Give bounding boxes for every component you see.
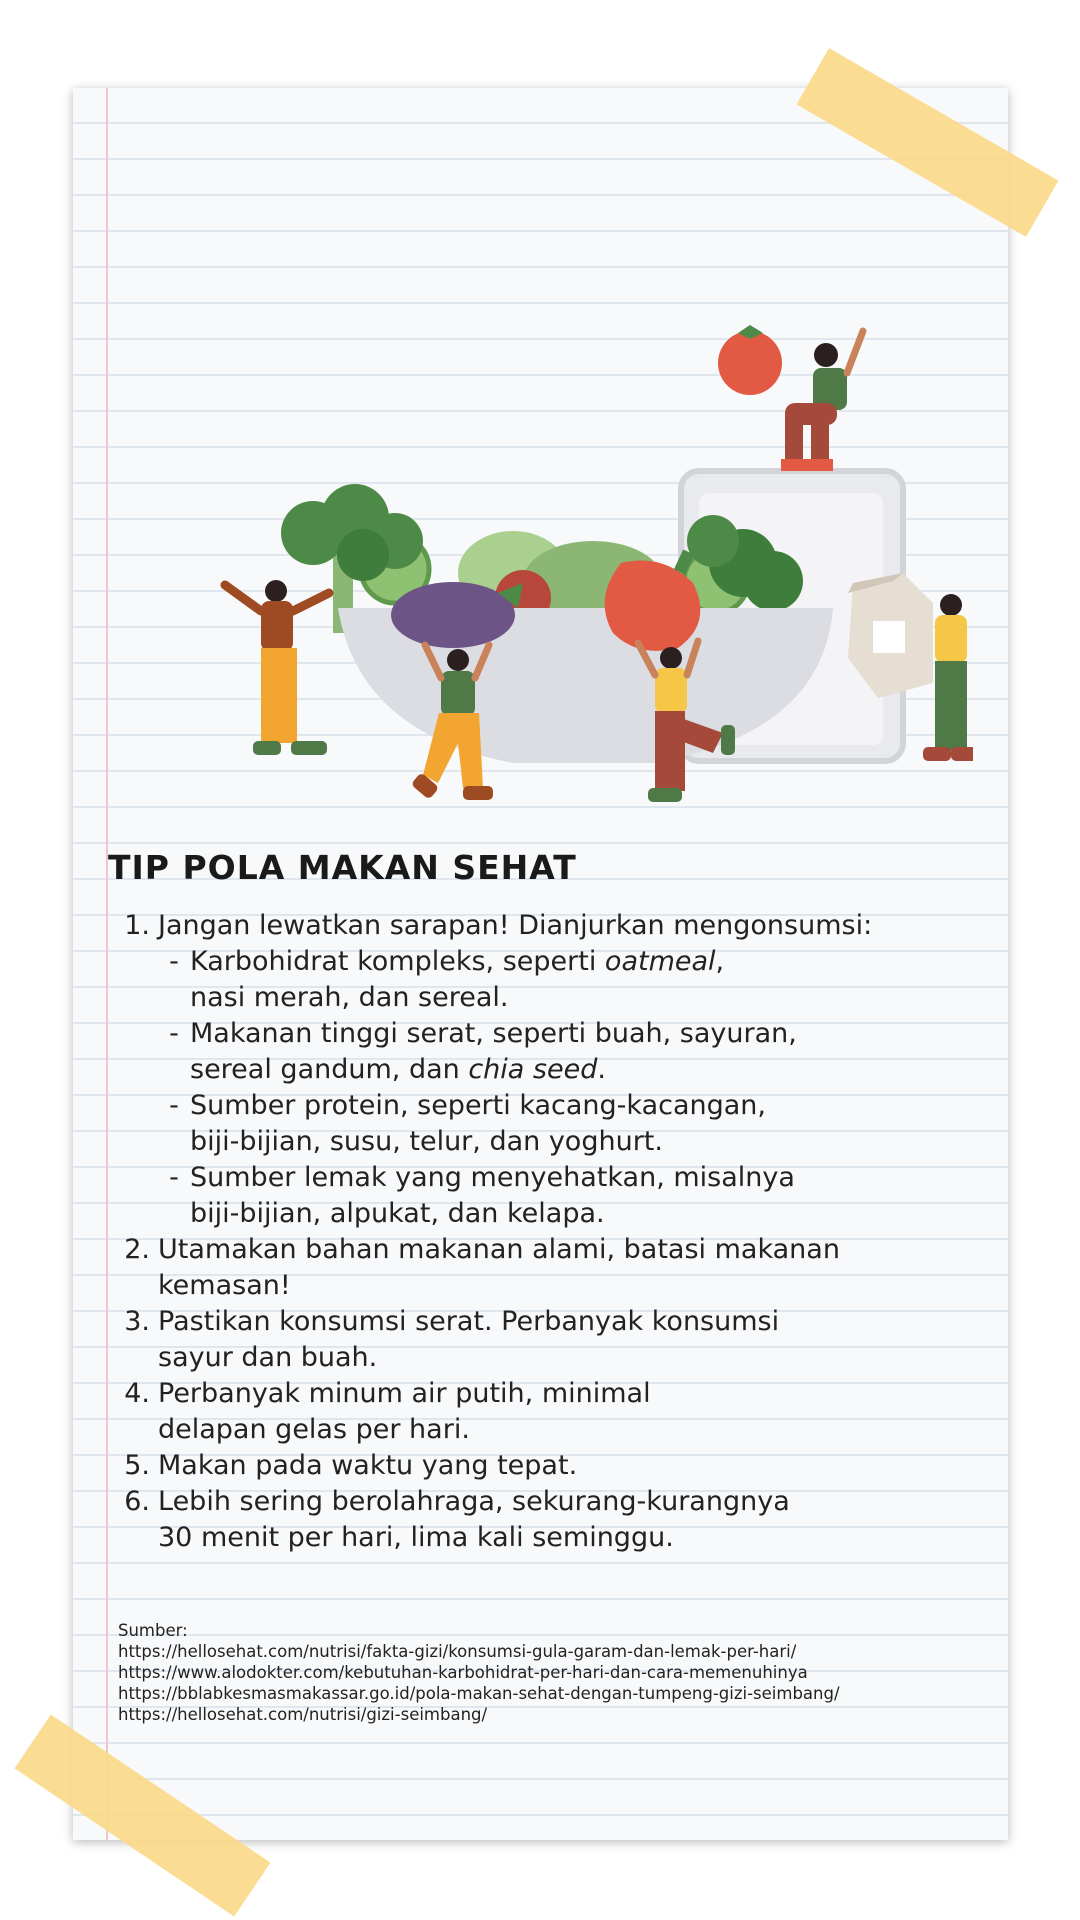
list-text: Makan pada waktu yang tepat.: [158, 1450, 578, 1481]
list-item: [118, 908, 978, 944]
notebook-paper: [73, 88, 1008, 1840]
list-text: Jangan lewatkan sarapan! Dianjurkan mengonsumsi:: [158, 910, 873, 941]
sub-list-item: [118, 1016, 978, 1088]
list-text: Pastikan konsumsi serat. Perbanyak konsumsi sayur dan buah.: [158, 1306, 780, 1373]
list-item: [118, 1304, 978, 1376]
tips-list: [118, 908, 978, 1556]
sub-list-item: [118, 944, 978, 1016]
sub-list-item: [118, 1088, 978, 1160]
source-link[interactable]: https://bblabkesmasmakassar.go.id/pola-makan-sehat-dengan-tumpeng-gizi-seimbang/: [118, 1684, 840, 1703]
source-link[interactable]: https://hellosehat.com/nutrisi/fakta-gizi/konsumsi-gula-garam-dan-lemak-per-hari/: [118, 1642, 797, 1661]
list-number: 4.: [124, 1378, 150, 1409]
list-text: Lebih sering berolahraga, sekurang-kurangnya 30 menit per hari, lima kali seminggu.: [158, 1486, 790, 1553]
page-title: TIP POLA MAKAN SEHAT: [108, 848, 577, 887]
sources: [118, 1620, 978, 1725]
source-link[interactable]: https://hellosehat.com/nutrisi/gizi-seimbang/: [118, 1705, 488, 1724]
sub-list-text: Sumber lemak yang menyehatkan, misalnya biji-bijian, alpukat, dan kelapa.: [190, 1162, 795, 1229]
list-item: [118, 1484, 978, 1556]
list-item: [118, 1448, 978, 1484]
list-item: [118, 1376, 978, 1448]
margin-line: [106, 88, 108, 1840]
sub-list-text: Makanan tinggi serat, seperti buah, sayuran, sereal gandum, dan chia seed.: [190, 1018, 797, 1085]
source-link[interactable]: https://www.alodokter.com/kebutuhan-karbohidrat-per-hari-dan-cara-memenuhinya: [118, 1663, 808, 1682]
list-number: 6.: [124, 1486, 150, 1517]
dash-bullet: -: [169, 1090, 179, 1121]
list-text: Perbanyak minum air putih, minimal delapan gelas per hari.: [158, 1378, 651, 1445]
sub-list-text: Sumber protein, seperti kacang-kacangan, biji-bijian, susu, telur, dan yoghurt.: [190, 1090, 767, 1157]
dash-bullet: -: [169, 1162, 179, 1193]
list-number: 3.: [124, 1306, 150, 1337]
person-icon: [781, 331, 863, 471]
person-icon: [225, 580, 329, 755]
healthy-food-illustration: [133, 263, 973, 853]
list-number: 5.: [124, 1450, 150, 1481]
sub-list-text: Karbohidrat kompleks, seperti oatmeal, nasi merah, dan sereal.: [190, 946, 725, 1013]
tomato-icon: [718, 325, 782, 395]
sources-label: Sumber:: [118, 1621, 188, 1640]
list-number: 1.: [124, 910, 150, 941]
sub-list-item: [118, 1160, 978, 1232]
list-number: 2.: [124, 1234, 150, 1265]
list-item: [118, 1232, 978, 1304]
dash-bullet: -: [169, 1018, 179, 1049]
list-text: Utamakan bahan makanan alami, batasi makanan kemasan!: [158, 1234, 840, 1301]
dash-bullet: -: [169, 946, 179, 977]
